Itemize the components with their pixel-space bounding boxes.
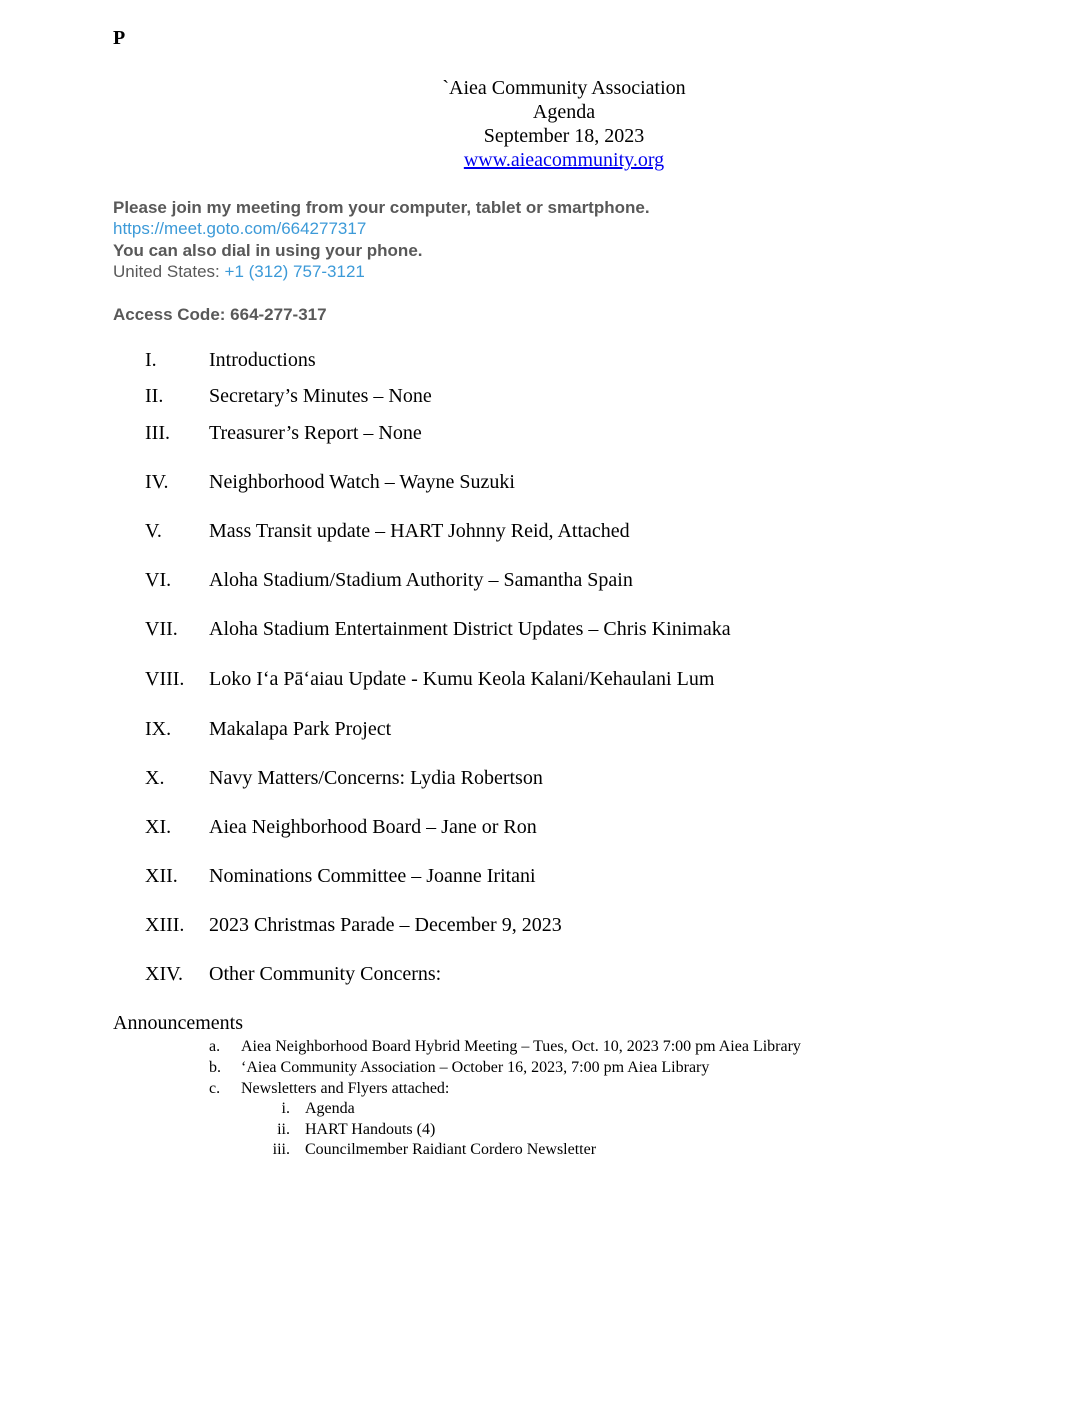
subitem-mark: i. <box>281 1100 290 1117</box>
agenda-number: IX. <box>145 718 172 740</box>
phone-number[interactable]: +1 (312) 757-3121 <box>224 262 365 281</box>
subitem-text: Councilmember Raidiant Cordero Newsletter <box>305 1141 597 1158</box>
agenda-number: V. <box>145 520 162 542</box>
announcements-heading: Announcements <box>113 1012 243 1034</box>
subitem-text: HART Handouts (4) <box>305 1121 436 1138</box>
website-link[interactable]: www.aieacommunity.org <box>463 149 665 171</box>
announcement-mark: b. <box>209 1059 221 1076</box>
meeting-date: September 18, 2023 <box>483 125 645 147</box>
agenda-item: Navy Matters/Concerns: Lydia Robertson <box>209 767 543 789</box>
announcement-item: Newsletters and Flyers attached: <box>241 1080 450 1097</box>
agenda-item: Aloha Stadium Entertainment District Updates – Chris Kinimaka <box>209 618 731 640</box>
country-label: United States: <box>113 262 220 281</box>
agenda-number: III. <box>145 422 170 444</box>
announcement-item: ‘Aiea Community Association – October 16, 2023, 7:00 pm Aiea Library <box>241 1059 710 1076</box>
agenda-number: X. <box>145 767 165 789</box>
agenda-number: I. <box>145 349 157 371</box>
announcement-mark: a. <box>209 1038 221 1055</box>
agenda-number: XII. <box>145 865 178 887</box>
agenda-item: 2023 Christmas Parade – December 9, 2023 <box>209 914 562 936</box>
org-title: `Aiea Community Association <box>442 77 686 99</box>
agenda-item: Loko Iʻa Pāʻaiau Update - Kumu Keola Kalani/Kehaulani Lum <box>209 668 715 690</box>
agenda-number: XI. <box>145 816 172 838</box>
agenda-item: Secretary’s Minutes – None <box>209 385 432 407</box>
agenda-number: VIII. <box>145 668 185 690</box>
subitem-mark: iii. <box>272 1141 290 1158</box>
announcement-item: Aiea Neighborhood Board Hybrid Meeting – Tues, Oct. 10, 2023 7:00 pm Aiea Library <box>241 1038 801 1055</box>
agenda-number: XIII. <box>145 914 185 936</box>
agenda-item: Makalapa Park Project <box>209 718 392 740</box>
agenda-item: Introductions <box>209 349 316 371</box>
agenda-number: XIV. <box>145 963 183 985</box>
agenda-item: Aloha Stadium/Stadium Authority – Samantha Spain <box>209 569 633 591</box>
dial-instructions: You can also dial in using your phone. <box>113 241 423 260</box>
agenda-item: Nominations Committee – Joanne Iritani <box>209 865 536 887</box>
agenda-number: VII. <box>145 618 178 640</box>
meeting-link[interactable]: https://meet.goto.com/664277317 <box>113 219 367 238</box>
agenda-item: Mass Transit update – HART Johnny Reid, Attached <box>209 520 630 542</box>
join-instructions: Please join my meeting from your computer, tablet or smartphone. <box>113 198 650 217</box>
subitem-mark: ii. <box>277 1121 290 1138</box>
agenda-item: Aiea Neighborhood Board – Jane or Ron <box>209 816 537 838</box>
announcement-mark: c. <box>209 1080 221 1097</box>
corner-mark: P <box>113 27 126 49</box>
subitem-text: Agenda <box>305 1100 355 1117</box>
access-code: Access Code: 664-277-317 <box>113 305 327 324</box>
agenda-number: II. <box>145 385 164 407</box>
doc-type: Agenda <box>532 101 596 123</box>
agenda-item: Treasurer’s Report – None <box>209 422 422 444</box>
agenda-number: IV. <box>145 471 169 493</box>
agenda-item: Neighborhood Watch – Wayne Suzuki <box>209 471 515 493</box>
agenda-item: Other Community Concerns: <box>209 963 442 985</box>
agenda-number: VI. <box>145 569 172 591</box>
